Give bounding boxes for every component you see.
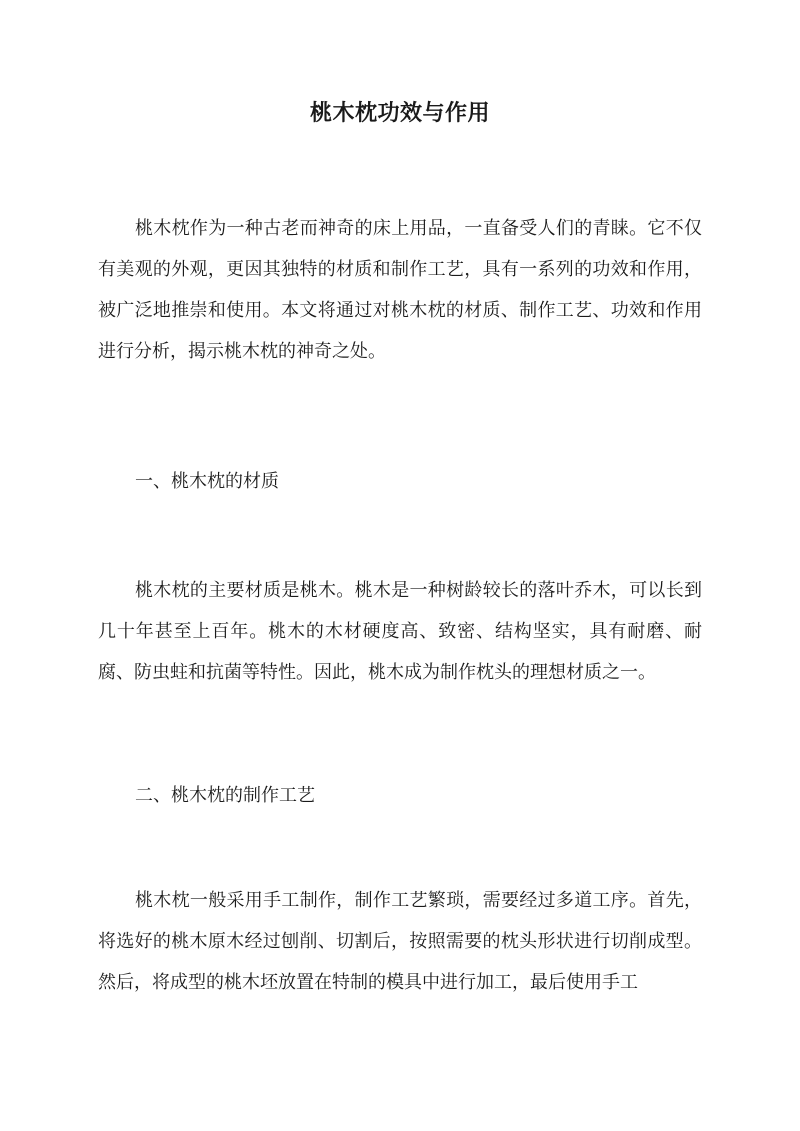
intro-paragraph: 桃木枕作为一种古老而神奇的床上用品，一直备受人们的青睐。它不仅有美观的外观，更因其独特的材质和制作工艺，具有一系列的功效和作用，被广泛地推崇和使用。本文将通过对桃木枕的材质、制作工艺、功效和作用进行分析，揭示桃木枕的神奇之处。 [98,218,702,362]
section-heading-craft: 二、桃木枕的制作工艺 [135,785,315,806]
document-title: 桃木枕功效与作用 [309,100,490,126]
section-body-craft: 桃木枕一般采用手工制作，制作工艺繁琐，需要经过多道工序。首先，将选好的桃木原木经过刨削、切割后，按照需要的枕头形状进行切削成型。然后，将成型的桃木坯放置在特制的模具中进行加工，最后使用手工 [98,890,702,993]
section-body-material: 桃木枕的主要材质是桃木。桃木是一种树龄较长的落叶乔木，可以长到几十年甚至上百年。桃木的木材硬度高、致密、结构坚实，具有耐磨、耐腐、防虫蛀和抗菌等特性。因此，桃木成为制作枕头的理想材质之一。 [98,580,702,683]
section-heading-material: 一、桃木枕的材质 [135,471,279,492]
